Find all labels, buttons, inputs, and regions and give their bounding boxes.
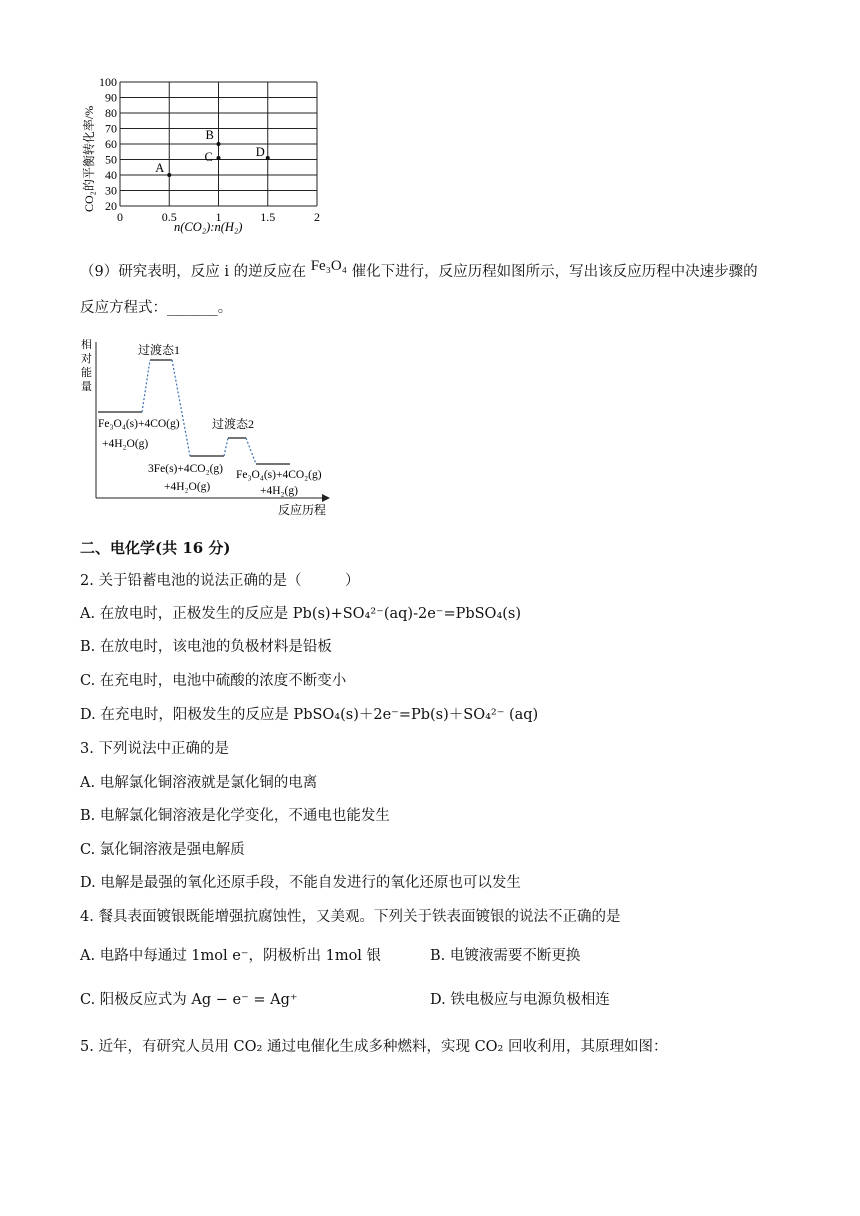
y-axis-label: CO₂的平衡转化率/%: [82, 105, 96, 212]
conversion-chart: [74, 72, 344, 242]
y-tick-label: 50: [105, 152, 117, 167]
point-label-d: D: [255, 144, 265, 159]
y-tick-label: 80: [105, 106, 117, 120]
y-tick-label: 40: [105, 168, 117, 182]
q9-line2: 反应方程式：_______。: [80, 300, 233, 316]
q9-line1: [80, 258, 758, 282]
state3-label-2: +4H₂(g): [260, 485, 298, 497]
energy-diagram: [78, 334, 358, 520]
state3-label-1: Fe₃O₄(s)+4CO₂(g): [236, 469, 322, 481]
path-from-ts1: [172, 360, 190, 456]
diagram-ylabel-3: 能: [81, 367, 92, 379]
x-tick-label: 0.5: [161, 210, 177, 224]
q3-option-c: C. 氯化铜溶液是强电解质: [80, 842, 245, 858]
diagram-ylabel-4: 量: [81, 381, 92, 393]
q2-option-b: B. 在放电时，该电池的负极材料是铅板: [80, 639, 332, 655]
y-tick-label: 70: [105, 121, 117, 136]
x-tick-label: 1.5: [260, 210, 276, 224]
q2-stem: 2. 关于铅蓄电池的说法正确的是（ ）: [80, 573, 360, 589]
diagram-xlabel: 反应历程: [278, 503, 327, 517]
q3-option-d: D. 电解是最强的氧化还原手段，不能自发进行的氧化还原也可以发生: [80, 875, 521, 891]
q9-suffix: 催化下进行，反应历程如图所示，写出该反应历程中决速步骤的: [351, 264, 758, 280]
q9-prefix: （9）研究表明，反应 i 的逆反应在: [80, 264, 307, 280]
path-to-ts1: [142, 360, 150, 412]
data-points: [155, 128, 270, 177]
data-point-c: [217, 156, 221, 160]
q2-option-c: C. 在充电时，电池中硫酸的浓度不断变小: [80, 673, 347, 689]
path-to-ts2: [224, 438, 228, 456]
x-tick-label: 1: [215, 210, 222, 224]
path-from-ts2: [246, 438, 256, 464]
diagram-ylabel-2: 对: [81, 353, 92, 365]
x-tick-label: 2: [314, 210, 320, 224]
x-tick-label: 0: [117, 210, 123, 224]
q2-option-a: A. 在放电时，正极发生的反应是 Pb(s)+SO₄²⁻(aq)-2e⁻=PbSO₄(s): [80, 606, 522, 622]
y-tick-label: 90: [105, 90, 117, 105]
data-point-d: [266, 156, 270, 160]
data-point-a: [167, 173, 171, 177]
q5-stem: 5. 近年，有研究人员用 CO₂ 通过电催化生成多种燃料，实现 CO₂ 回收利用，其原理如图：: [80, 1039, 668, 1055]
diagram-ylabel-1: 相: [81, 339, 92, 351]
point-label-c: C: [204, 149, 213, 164]
x-axis-label: n(CO₂):n(H₂): [174, 220, 243, 234]
q3-option-a: A. 电解氯化铜溶液就是氯化铜的电离: [80, 775, 318, 791]
section-title: 二、电化学(共 16 分): [80, 539, 231, 557]
state2-label-1: 3Fe(s)+4CO₂(g): [148, 463, 224, 475]
q4-option-a: A. 电路中每通过 1mol e⁻，阴极析出 1mol 银: [80, 948, 382, 964]
ts1-label: 过渡态1: [138, 343, 181, 357]
state1-label-1: Fe₃O₄(s)+4CO(g): [98, 418, 180, 430]
q4-stem: 4. 餐具表面镀银既能增强抗腐蚀性，又美观。下列关于铁表面镀银的说法不正确的是: [80, 909, 621, 925]
data-point-b: [217, 142, 221, 146]
y-tick-label: 60: [105, 137, 117, 151]
y-tick-label: 20: [105, 199, 117, 213]
state2-label-2: +4H₂O(g): [164, 481, 211, 493]
point-label-b: B: [205, 128, 214, 142]
state1-label-2: +4H₂O(g): [102, 438, 149, 450]
ts2-label: 过渡态2: [212, 417, 255, 431]
point-label-a: A: [155, 161, 165, 175]
y-tick-label: 100: [99, 75, 117, 89]
q4-option-d: D. 铁电极应与电源负极相连: [430, 992, 610, 1008]
q3-option-b: B. 电解氯化铜溶液是化学变化，不通电也能发生: [80, 808, 390, 824]
x-axis-arrow: [322, 494, 330, 502]
q4-option-c: C. 阳极反应式为 Ag − e⁻ = Ag⁺: [80, 992, 298, 1008]
q2-option-d: D. 在充电时，阳极发生的反应是 PbSO₄(s)＋2e⁻=Pb(s)＋SO₄²⁻ (aq): [80, 707, 539, 723]
q3-stem: 3. 下列说法中正确的是: [80, 741, 229, 757]
q4-option-b: B. 电镀液需要不断更换: [430, 948, 581, 964]
q9-catalyst: Fe₃O₄: [310, 258, 347, 274]
y-tick-label: 30: [105, 183, 117, 198]
y-tick-labels: [99, 75, 117, 213]
